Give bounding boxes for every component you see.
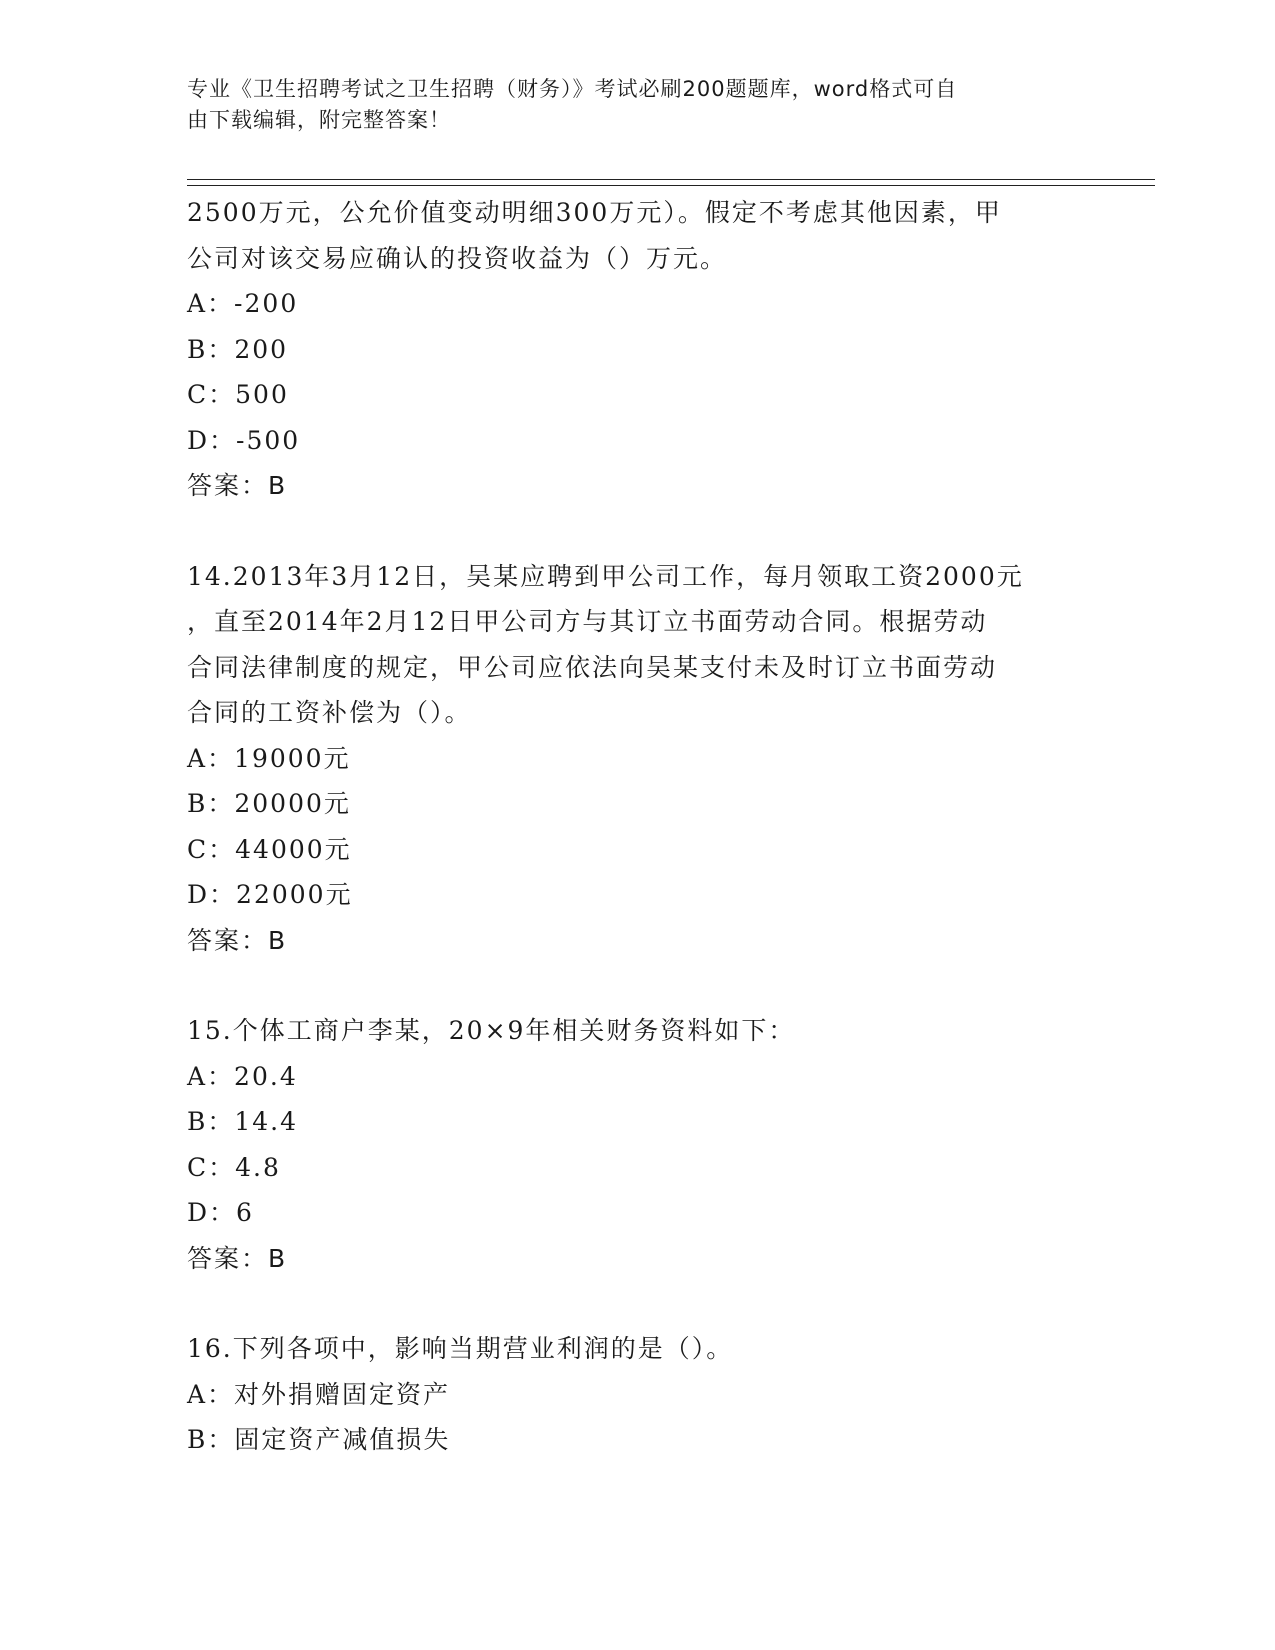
option-a: A：19000元 (187, 743, 351, 773)
question-text-line: 14.2013年3月12日，吴某应聘到甲公司工作，每月领取工资2000元 (187, 561, 1024, 591)
question-content (187, 190, 1087, 1463)
question-text-line: 合同的工资补偿为（）。 (187, 698, 472, 727)
question-text-line: 合同法律制度的规定，甲公司应依法向吴某支付未及时订立书面劳动 (187, 652, 998, 682)
question-16 (187, 1326, 1087, 1463)
option-a: A：20.4 (187, 1061, 298, 1091)
question-text-line: 15.个体工商户李某，20×9年相关财务资料如下： (187, 1016, 796, 1045)
option-c: C：44000元 (187, 834, 352, 864)
question-text-line: 公司对该交易应确认的投资收益为（）万元。 (187, 243, 728, 273)
question-text-line: ，直至2014年2月12日甲公司方与其订立书面劳动合同。根据劳动 (187, 607, 988, 636)
option-d: D：22000元 (187, 880, 353, 909)
answer: 答案：B (187, 471, 288, 500)
question-text-line: 2500万元，公允价值变动明细300万元）。假定不考虑其他因素，甲 (187, 198, 1002, 227)
option-b: B：14.4 (187, 1107, 299, 1136)
option-b: B：20000元 (187, 789, 351, 818)
document-header (187, 74, 1067, 136)
answer: 答案：B (187, 1243, 288, 1273)
header-line-1: 专业《卫生招聘考试之卫生招聘（财务）》考试必刷200题题库，word格式可自 (187, 77, 958, 101)
header-divider-bottom (187, 185, 1155, 186)
option-a: A：-200 (187, 289, 299, 318)
option-d: D：-500 (187, 425, 301, 455)
option-b: B：200 (187, 334, 289, 364)
question-13 (187, 190, 1087, 509)
question-text-line: 16.下列各项中，影响当期营业利润的是（）。 (187, 1334, 734, 1363)
option-c: C：4.8 (187, 1152, 281, 1182)
option-d: D：6 (187, 1198, 254, 1227)
header-line-2: 由下载编辑，附完整答案！ (187, 108, 451, 132)
question-14 (187, 554, 1087, 964)
option-b: B：固定资产减值损失 (187, 1425, 451, 1454)
header-divider-top (187, 179, 1155, 180)
question-15 (187, 1008, 1087, 1281)
option-a: A：对外捐赠固定资产 (187, 1379, 451, 1409)
option-c: C：500 (187, 380, 289, 409)
answer: 答案：B (187, 925, 288, 955)
